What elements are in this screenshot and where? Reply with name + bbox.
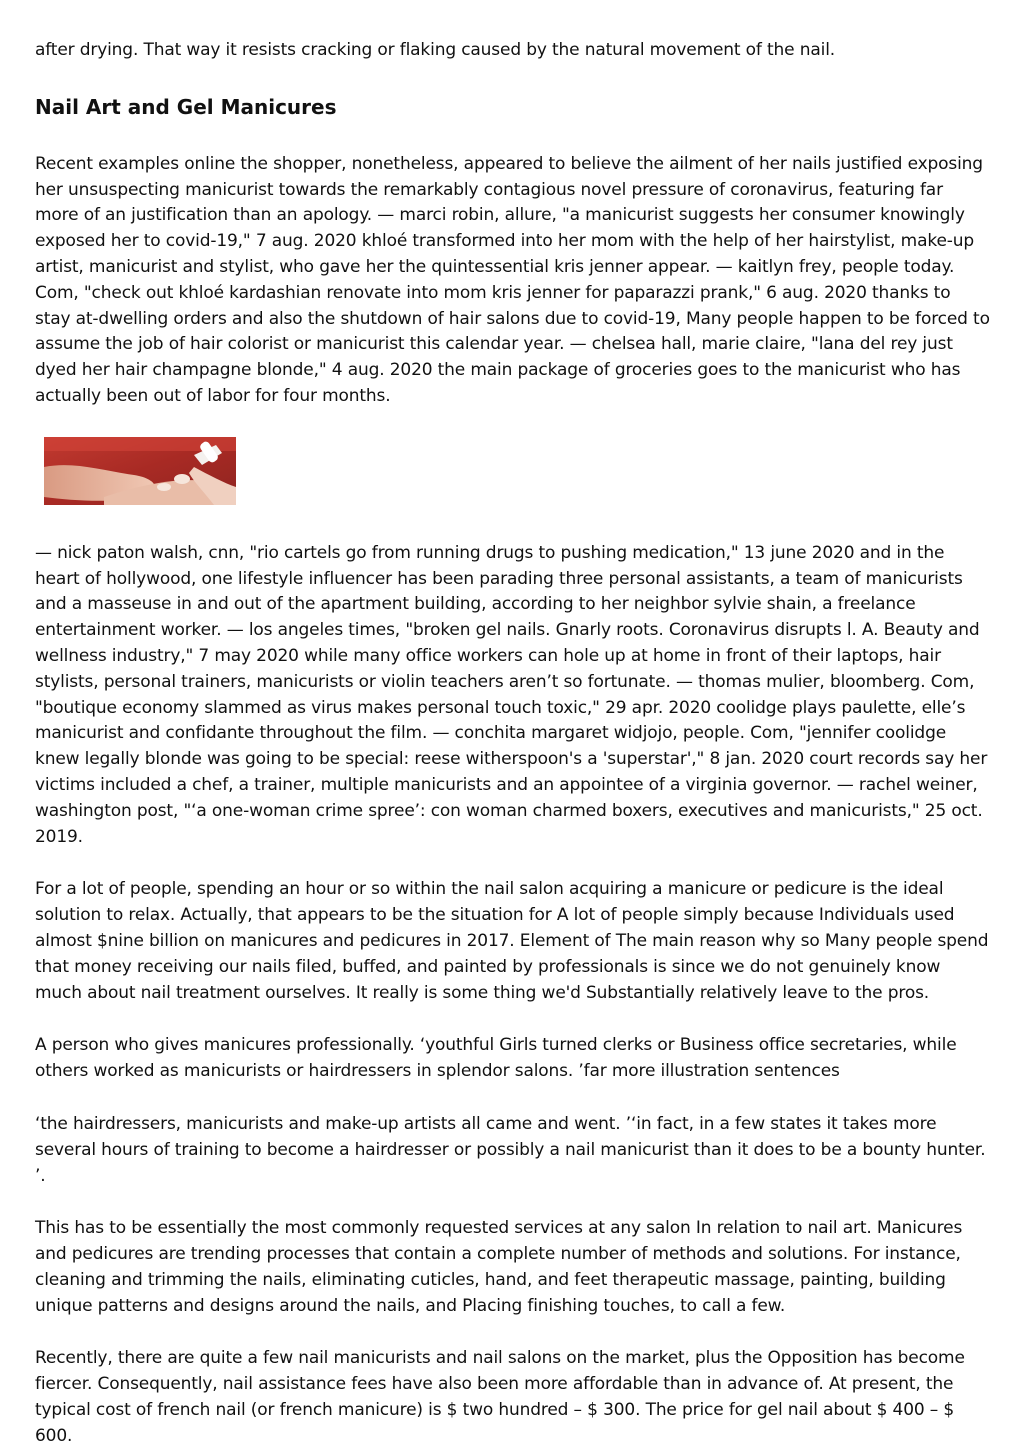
article-body: [35, 38, 990, 1450]
intro-fragment: after drying. That way it resists cracking or flaking caused by the natural movement of the nail.: [35, 40, 836, 60]
section-heading: Nail Art and Gel Manicures: [35, 94, 337, 119]
paragraph-1: Recent examples online the shopper, nonetheless, appeared to believe the ailment of her nails justified exposing her unsuspecting manicurist towards the remarkably contagious novel pressure of coronavirus, featuring far more of an justification than an apology. — marci robin, allure, "a manicurist suggests her consumer knowingly exposed her to covid-19," 7 aug. 2020 khloé transformed into her mom with the help of her hairstylist, make-up artist, manicurist and stylist, who gave her the quintessential kris jenner appear. — kaitlyn frey, people today. Com, "check out khloé kardashian renovate into mom kris jenner for paparazzi prank," 6 aug. 2020 thanks to stay at-dwelling orders and also the shutdown of hair salons due to covid-19, Many people happen to be forced to assume the job of hair colorist or manicurist this calendar year. — chelsea hall, marie claire, "lana del rey just dyed her hair champagne blonde," 4 aug. 2020 the main package of groceries goes to the manicurist who has actually been out of labor for four months.: [35, 153, 990, 406]
paragraph-3: For a lot of people, spending an hour or so within the nail salon acquiring a manicure or pedicure is the ideal solution to relax. Actually, that appears to be the situation for A lot of people simply because Individuals used almost $nine billion on manicures and pedicures in 2017. Element of The main reason why so Many people spend that money receiving our nails filed, buffed, and painted by professionals is since we do not genuinely know much about nail treatment ourselves. It really is some thing we'd Substantially relatively leave to the pros.: [35, 879, 989, 1003]
manicure-photo: [44, 437, 236, 505]
paragraph-6: This has to be essentially the most commonly requested services at any salon In relation to nail art. Manicures and pedicures are trending processes that contain a complete number of methods and solutions. For instance, cleaning and trimming the nails, eliminating cuticles, hand, and feet therapeutic massage, painting, building unique patterns and designs around the nails, and Placing finishing touches, to call a few.: [35, 1218, 963, 1316]
paragraph-7: Recently, there are quite a few nail manicurists and nail salons on the market, plus the Opposition has become fiercer. Consequently, nail assistance fees have also been more affordable than in advance of. At present, the typical cost of french nail (or french manicure) is $ two hundred – $ 300. The price for gel nail about $ 400 – $ 600.: [35, 1348, 965, 1446]
paragraph-4: A person who gives manicures professionally. ‘youthful Girls turned clerks or Business office secretaries, while others worked as manicurists or hairdressers in splendor salons. ’far more illustration sentences: [35, 1035, 957, 1082]
paragraph-2: — nick paton walsh, cnn, "rio cartels go from running drugs to pushing medication," 13 june 2020 and in the heart of hollywood, one lifestyle influencer has been parading three personal assistants, a team of manicurists and a masseuse in and out of the apartment building, according to her neighbor sylvie shain, a freelance entertainment worker. — los angeles times, "broken gel nails. Gnarly roots. Coronavirus disrupts l. A. Beauty and wellness industry," 7 may 2020 while many office workers can hole up at home in front of their laptops, hair stylists, personal trainers, manicurists or violin teachers aren’t so fortunate. — thomas mulier, bloomberg. Com, "boutique economy slammed as virus makes personal touch toxic," 29 apr. 2020 coolidge plays paulette, elle’s manicurist and confidante throughout the film. — conchita margaret widjojo, people. Com, "jennifer coolidge knew legally blonde was going to be special: reese witherspoon's a 'superstar'," 8 jan. 2020 court records say her victims included a chef, a trainer, multiple manicurists and an appointee of a virginia governor. — rachel weiner, washington post, "‘a one-woman crime spree’: con woman charmed boxers, executives and manicurists," 25 oct. 2019.: [35, 542, 988, 847]
paragraph-5: ‘the hairdressers, manicurists and make-up artists all came and went. ’‘in fact, in a few states it takes more several hours of training to become a hairdresser or possibly a nail manicurist than it does to be a bounty hunter. ’.: [35, 1113, 986, 1186]
manicure-photo-graphic: [44, 437, 236, 505]
